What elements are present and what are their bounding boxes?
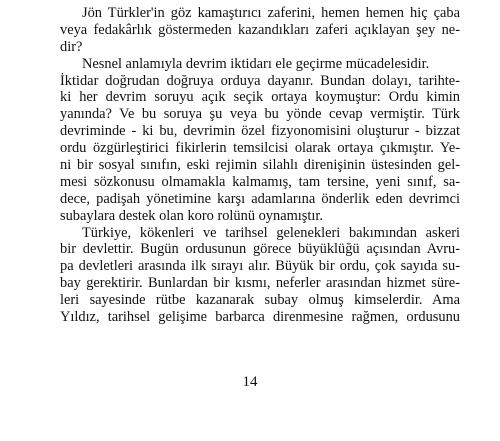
text-line: veya fedakârlık göstermeden kazandıkları zaferi açıklayan şey ne-: [60, 21, 460, 38]
text-line: İktidar doğrudan doğruya orduya dayanır. Bundan dolayı, tarihte-: [60, 72, 460, 89]
text-line: Türkiye, kökenleri ve tarihsel gelenekleri bakımından askeri: [82, 224, 460, 241]
text-line: Jön Türkler'in göz kamaştırıcı zaferini, hemen hemen hiç çaba: [82, 5, 460, 21]
text-line: yanında? Ve bu soruya şu veya bu yönde cevap vermiştir. Türk: [60, 106, 460, 123]
paragraph-1: [60, 5, 460, 56]
paragraph-2: [60, 56, 460, 225]
text-line: Nesnel anlamıyla devrim iktidarı ele geçirme mücadelesidir.: [82, 55, 430, 72]
text-line: dece, padişah yönetimine karşı adamlarına önderlik eden devrimci: [60, 190, 460, 207]
text-line: subaylara destek olan koro rolünü oynamıştır.: [60, 207, 323, 224]
page-number: 14: [242, 374, 258, 390]
text-line: mesi sözkonusu olmamakla kalmamış, tam tersine, yeni sınıf, sa-: [60, 173, 460, 190]
text-line: pa devletleri arasında ilk sırayı alır. Büyük bir ordu, çok sayıda su-: [60, 258, 460, 275]
text-line: ki her devrim soruyu açık seçik ortaya koymuştur: Ordu kimin: [60, 89, 460, 106]
text-line: dir?: [60, 38, 83, 55]
text-line: ordu özgürleştirici fikirlerin temsilcisi olarak ortaya çıkmıştır. Ye-: [60, 140, 460, 157]
text-line: leri sayesinde rütbe kazanarak subay olmuş kimselerdir. Ama: [60, 292, 460, 309]
text-line: bir devlettir. Bugün ordusunun görece büyüklüğü açısından Avru-: [60, 241, 460, 258]
text-line: ni bir sosyal sınıfın, eski rejimin silahlı direnişinin üstesinden gel-: [60, 157, 460, 174]
text-line: devriminde - ki bu, devrimin özel fizyonomisini oluşturur - bizzat: [60, 123, 460, 140]
paragraph-3: [60, 225, 460, 326]
body-text: [60, 5, 460, 326]
text-line: Yıldız, tarihsel gelişime barbarca direnmesine rağmen, ordusunu: [60, 309, 460, 326]
text-line: bay gerektirir. Bunlardan bir kısmı, neferler arasından hizmet süre-: [60, 275, 460, 292]
